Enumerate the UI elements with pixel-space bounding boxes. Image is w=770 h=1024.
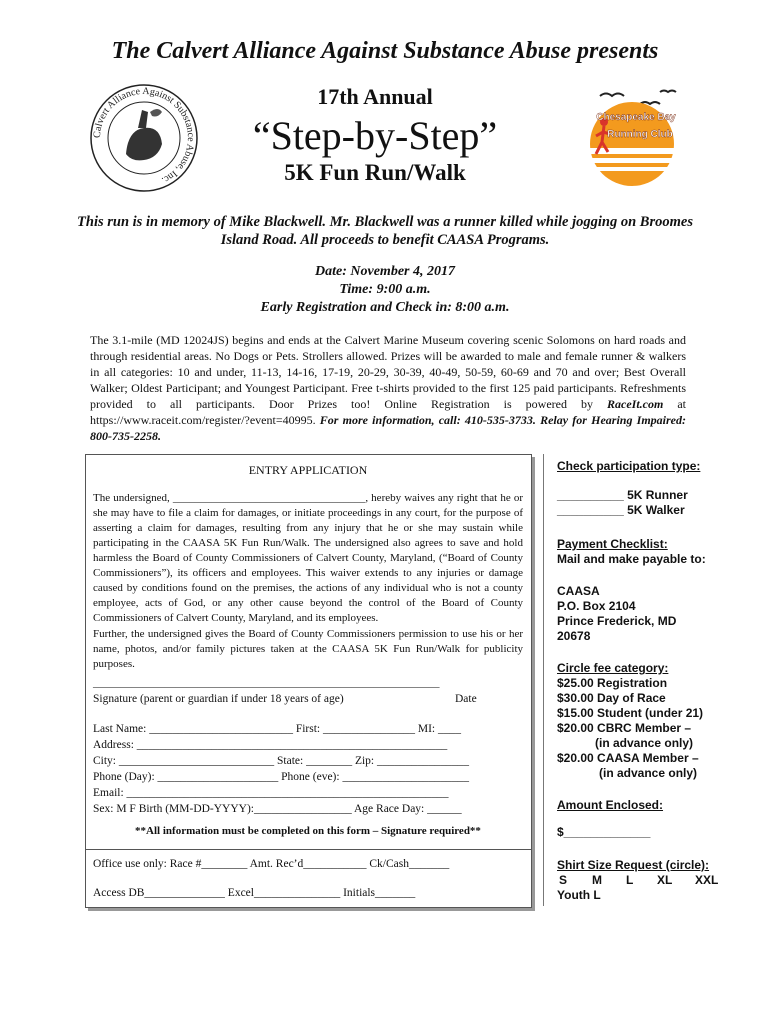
required-notice: **All information must be completed on this form – Signature required** <box>135 825 481 837</box>
shirt-size-l[interactable]: L <box>626 873 634 887</box>
caasa-seal-logo <box>88 82 200 194</box>
shirt-size-m[interactable]: M <box>592 873 602 887</box>
email-field[interactable]: Email: ________________________________________________________ <box>93 787 449 799</box>
address-line-1: CAASA <box>557 584 600 598</box>
event-title: “Step-by-Step” <box>252 113 498 158</box>
early-checkin: Early Registration and Check in: 8:00 a.m. <box>260 300 510 315</box>
entry-application-form <box>85 454 532 908</box>
address-field[interactable]: Address: ______________________________________________________ <box>93 739 448 751</box>
event-time: Time: 9:00 a.m. <box>339 282 431 297</box>
city-state-zip-fields[interactable]: City: ___________________________ State: ________ Zip: ________________ <box>93 755 469 767</box>
event-subtitle: 5K Fun Run/Walk <box>284 160 466 185</box>
amount-input[interactable]: $_____________ <box>557 825 651 839</box>
shirt-size-heading: Shirt Size Request (circle): <box>557 858 710 872</box>
memorial-note: This run is in memory of Mike Blackwell. Mr. Blackwell was a runner killed while jogging on Broomes Island Road. All proceeds to benefit CAASA Programs. <box>77 214 693 248</box>
fee-cbrc-note: (in advance only) <box>595 736 694 750</box>
mail-instruction: Mail and make payable to: <box>557 552 706 566</box>
fee-caasa[interactable]: $20.00 CAASA Member – <box>557 751 699 765</box>
fee-cbrc[interactable]: $20.00 CBRC Member – <box>557 721 692 735</box>
phone-fields[interactable]: Phone (Day): _____________________ Phone (eve): ______________________ <box>93 771 469 783</box>
event-date: Date: November 4, 2017 <box>315 264 455 279</box>
logo-text-1: Chesapeake Bay <box>596 112 676 123</box>
signature-label: Signature (parent or guardian if under 18 years of age) <box>93 693 344 705</box>
shirt-size-xl[interactable]: XL <box>657 873 673 887</box>
shirt-size-xxl[interactable]: XXL <box>695 873 719 887</box>
office-use-line: Office use only: Race #________ Amt. Rec’d___________ Ck/Cash_______ <box>93 858 450 870</box>
event-description: The 3.1-mile (MD 12024JS) begins and ends at the Calvert Marine Museum covering scenic Solomons on hard roads and through residential areas. No Dogs or Pets. Strollers allowed. Prizes will be awarded to male and female runner & walkers in all categories: 10 and under, 11-13, 14-16, 17-19, 20-29, 30-39, 40-49, 50-59, 60-69 and 70 and over; Best Overall Walker; Oldest Participant; and Youngest Participant. Free t-shirts provided to the first 125 paid participants. Refreshments provided to all participants. Door Prizes too! Online Registration is powered by RaceIt.com at https://www.raceit.com/register/?event=40995. For more information, call: 410-535-3733. Relay for Hearing Impaired: 800-735-2258. <box>90 333 686 443</box>
signature-input[interactable]: _______________________________________________________________ <box>93 677 440 689</box>
column-divider <box>543 454 544 906</box>
fee-registration[interactable]: $25.00 Registration <box>557 676 668 690</box>
date-label: Date <box>455 693 477 705</box>
entry-heading: ENTRY APPLICATION <box>248 463 368 477</box>
amount-heading: Amount Enclosed: <box>557 798 664 812</box>
permission-text: Further, the undersigned gives the Board of County Commissioners permission to use his or her name, photos, and/or family pictures taken at the CAASA 5K Fun Run/Walk for publicity purposes. <box>93 628 523 670</box>
seal-text: Calvert Alliance Against Substance Abuse, Inc. <box>91 85 197 186</box>
address-line-2: P.O. Box 2104 <box>557 599 636 613</box>
shirt-size-youth-l[interactable]: Youth L <box>557 888 601 902</box>
name-fields[interactable]: Last Name: _________________________ First: ________________ MI: ____ <box>93 723 461 735</box>
office-use-divider <box>86 849 531 850</box>
payment-heading: Payment Checklist: <box>557 537 668 551</box>
contact-info: For more information, call: 410-535-3733. Relay for Hearing Impaired: 800-735-2258. <box>90 413 686 443</box>
runner-option[interactable]: __________ 5K Runner <box>557 488 688 502</box>
sex-birth-age-fields[interactable]: Sex: M F Birth (MM-DD-YYYY):_________________ Age Race Day: ______ <box>93 803 462 815</box>
annual-label: 17th Annual <box>317 84 433 109</box>
running-club-logo <box>570 82 690 192</box>
address-line-4: 20678 <box>557 629 591 643</box>
shirt-size-s[interactable]: S <box>559 873 568 887</box>
fee-heading: Circle fee category: <box>557 661 669 675</box>
fee-caasa-note: (in advance only) <box>599 766 698 780</box>
participation-heading: Check participation type: <box>557 459 701 473</box>
logo-text-2: Running Club <box>607 129 673 140</box>
walker-option[interactable]: __________ 5K Walker <box>557 503 685 517</box>
fee-student[interactable]: $15.00 Student (under 21) <box>557 706 704 720</box>
raceit-link[interactable]: RaceIt.com <box>607 397 664 411</box>
waiver-text: The undersigned, ___________________________________, hereby waives any right that he or she may have to file a claim for damages, or initiate proceedings in any court, for the purpose of asserting a claim for damages, resulting from any injury that he or she may sustain while participating in the CAASA 5K Fun Run/Walk. The undersigned also agrees to save and hold harmless the Board of County Commissioners of Calvert County, Maryland, (“Board of County Commissioners”), its officers and employees. This waiver extends to any injuries or damage caused by conditions found on the premises, the actions of any individual who is not a county employee, acts of God, or any other cause beyond the control of the Board of County Commissioners of Calvert County, Maryland, and its employees. <box>93 492 523 624</box>
fee-day-of-race[interactable]: $30.00 Day of Race <box>557 691 666 705</box>
access-db-line: Access DB______________ Excel_______________ Initials_______ <box>93 887 416 899</box>
presents-heading: The Calvert Alliance Against Substance Abuse presents <box>111 38 659 64</box>
address-line-3: Prince Frederick, MD <box>557 614 677 628</box>
